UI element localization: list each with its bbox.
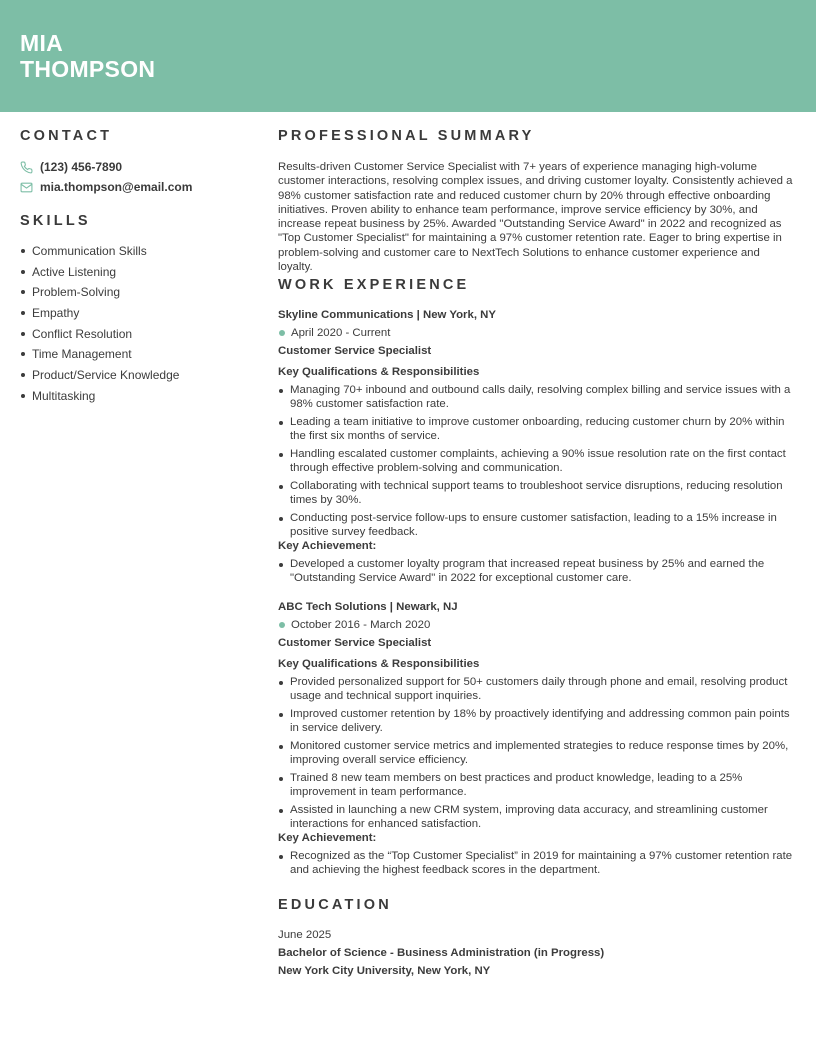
skill-item: Communication Skills: [20, 243, 250, 264]
date-dot-icon: [279, 622, 285, 628]
education-degree: Bachelor of Science - Business Administration (in Progress): [278, 947, 605, 959]
responsibility-list: [278, 383, 794, 539]
job-resp-title: Key Qualifications & Responsibilities: [278, 658, 480, 670]
skill-item: Time Management: [20, 346, 250, 367]
mail-icon: [20, 182, 33, 193]
phone-text: (123) 456-7890: [40, 160, 123, 174]
job-entry-1: [278, 308, 794, 585]
responsibility-item: Collaborating with technical support teams to troubleshoot service disruptions, reducing resolution times by 30%.: [278, 479, 794, 507]
responsibility-item: Managing 70+ inbound and outbound calls daily, resolving complex billing and service issues with a 98% customer satisfaction rate.: [278, 383, 794, 411]
first-name: MIA: [20, 30, 64, 56]
responsibility-item: Provided personalized support for 50+ customers daily through phone and email, resolving product usage and technical support inquiries.: [278, 675, 794, 703]
summary-title: PROFESSIONAL SUMMARY: [278, 128, 535, 144]
skill-item: Problem-Solving: [20, 284, 250, 305]
experience-title: WORK EXPERIENCE: [278, 277, 470, 293]
last-name: THOMPSON: [20, 56, 156, 82]
summary-text: Results-driven Customer Service Specialist with 7+ years of experience managing high-volume customer interactions, resolving complex issues, and driving customer loyalty. Consistently achieved a 98% customer satisfaction rate and reduced customer churn by 20% through effective onboarding initiatives. Proven ability to enhance team performance, improve service efficiency by 30%, and increase repeat business by 25%. Awarded "Outstanding Service Award" in 2022 and recognized as "Top Customer Specialist" for maintaining a 97% customer retention rate. Eager to bring expertise in problem-solving and customer care to NextTech Solutions to enhance customer experience and loyalty.: [278, 161, 793, 274]
responsibility-item: Handling escalated customer complaints, achieving a 90% issue resolution rate on the first contact through effective problem-solving and communication.: [278, 447, 794, 475]
header-banner: [0, 0, 816, 112]
job-role: Customer Service Specialist: [278, 345, 432, 357]
job-dates-text: October 2016 - March 2020: [291, 619, 431, 631]
skill-item: Active Listening: [20, 264, 250, 285]
job-achievement-title: Key Achievement:: [278, 832, 377, 844]
job-role: Customer Service Specialist: [278, 637, 432, 649]
skill-item: Product/Service Knowledge: [20, 367, 250, 388]
responsibility-item: Assisted in launching a new CRM system, improving data accuracy, and streamlining customer interactions for enhanced satisfaction.: [278, 803, 794, 831]
job-dates: [278, 326, 794, 340]
achievement-list: [278, 849, 794, 877]
candidate-name: [20, 30, 155, 82]
job-dates: [278, 618, 794, 632]
skill-item: Empathy: [20, 305, 250, 326]
contact-title: CONTACT: [20, 128, 113, 144]
job-resp-title: Key Qualifications & Responsibilities: [278, 366, 480, 378]
responsibility-item: Trained 8 new team members on best practices and product knowledge, leading to a 25% improvement in team performance.: [278, 771, 794, 799]
job-entry-2: [278, 600, 794, 877]
date-dot-icon: [279, 330, 285, 336]
achievement-item: Recognized as the “Top Customer Specialist” in 2019 for maintaining a 97% customer retention rate and achieving the highest feedback scores in the department.: [278, 849, 794, 877]
responsibility-item: Improved customer retention by 18% by proactively identifying and addressing common pain points in service delivery.: [278, 707, 794, 735]
education-school: New York City University, New York, NY: [278, 965, 491, 977]
education-title: EDUCATION: [278, 897, 392, 913]
skill-item: Conflict Resolution: [20, 326, 250, 347]
responsibility-item: Conducting post-service follow-ups to ensure customer satisfaction, leading to a 15% increase in positive survey feedback.: [278, 511, 794, 539]
education-entry: [278, 928, 794, 978]
education-date: June 2025: [278, 929, 332, 941]
job-company: Skyline Communications | New York, NY: [278, 309, 496, 321]
job-company: ABC Tech Solutions | Newark, NJ: [278, 601, 458, 613]
job-achievement-title: Key Achievement:: [278, 540, 377, 552]
contact-email[interactable]: [20, 179, 192, 195]
responsibility-list: [278, 675, 794, 831]
responsibility-item: Monitored customer service metrics and implemented strategies to reduce response times by 20%, improving overall service efficiency.: [278, 739, 794, 767]
skills-list: [20, 243, 250, 409]
contact-phone[interactable]: [20, 159, 122, 175]
achievement-item: Developed a customer loyalty program that increased repeat business by 25% and earned the "Outstanding Service Award" in 2022 for exceptional customer care.: [278, 557, 794, 585]
responsibility-item: Leading a team initiative to improve customer onboarding, reducing customer churn by 20% within the first six months of service.: [278, 415, 794, 443]
skill-item: Multitasking: [20, 388, 250, 409]
skills-title: SKILLS: [20, 213, 91, 229]
achievement-list: [278, 557, 794, 585]
email-text: mia.thompson@email.com: [40, 180, 193, 194]
job-dates-text: April 2020 - Current: [291, 327, 391, 339]
phone-icon: [20, 161, 33, 174]
